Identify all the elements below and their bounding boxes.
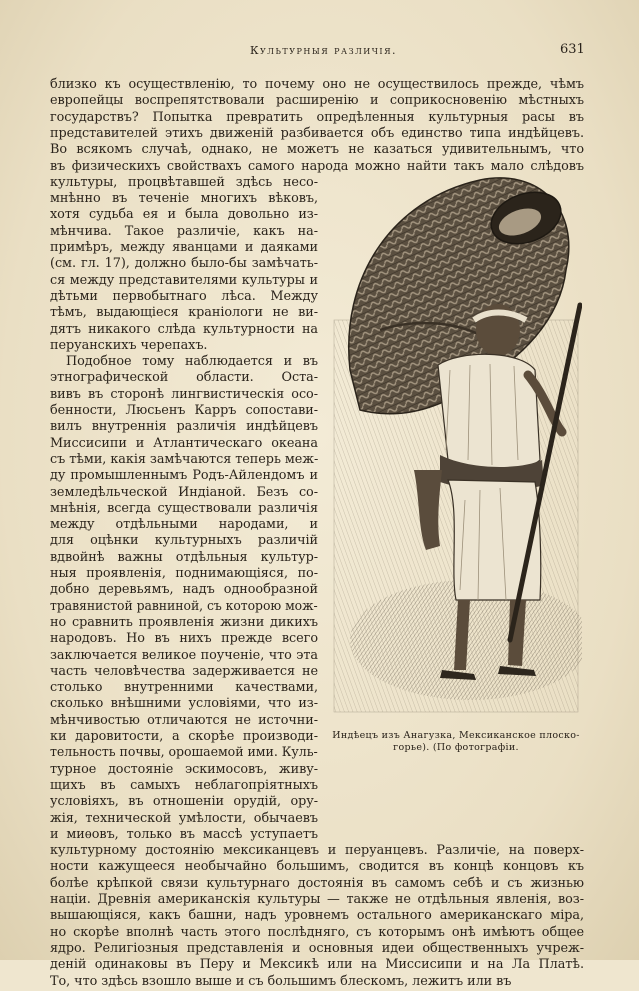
- text-line: народовъ. Но въ нихъ прежде всего: [50, 631, 318, 647]
- text-line: тельность почвы, орошаемой ими. Куль-: [50, 745, 318, 761]
- text-line: вдвойнѣ важны отдѣльныя культур-: [50, 549, 318, 565]
- text-line: хотя судьба ея и была довольно из-: [50, 207, 318, 223]
- running-head: [0, 44, 639, 60]
- caption-line-2: горье). (По фотографіи.: [393, 742, 519, 753]
- text-line: условіяхъ, въ отношеніи орудій, ору-: [50, 794, 318, 810]
- text-line: государствъ? Попытка превратить опредѣленныя культурныя расы въ: [50, 109, 584, 125]
- text-line: близко къ осуществленію, то почему оно не осуществилось прежде, чѣмъ: [50, 77, 584, 92]
- text-line: ки даровитости, а скорѣе производи-: [50, 729, 318, 744]
- text-line: тѣмъ, выдающіеся краніологи не ви-: [50, 305, 318, 321]
- text-line: дятъ никакого слѣда культурности на: [50, 321, 318, 337]
- engraving-indian-with-basket: [330, 170, 582, 722]
- text-line: европейцы воспрепятствовали расширенію и соприкосновенію мѣстныхъ: [50, 93, 584, 109]
- text-line: заключается великое поученіе, что эта: [50, 647, 318, 663]
- text-line: травянистой равниной, съ которою мож-: [50, 598, 318, 614]
- text-line: мѣнчива. Такое различіе, какъ на-: [50, 223, 318, 239]
- text-line: добно деревьямъ, надъ однообразной: [50, 582, 318, 598]
- text-line: болѣе крѣпкой связи культурнаго достоянія въ самомъ себѣ и съ жизнью: [50, 875, 584, 891]
- text-line: То, что здѣсь взошло выше и съ большимъ блескомъ, лежитъ или въ: [50, 973, 512, 989]
- text-line: вилъ внутреннія различія индѣйцевъ: [50, 419, 318, 435]
- text-line: мнѣнно въ теченіе многихъ вѣковъ,: [50, 191, 318, 207]
- text-line: столько внутренними качествами,: [50, 680, 318, 696]
- text-line: вышающіяся, какъ башни, надъ уровнемъ остального американскаго міра,: [50, 908, 584, 924]
- white-trousers: [448, 480, 541, 600]
- text-line: Во всякомъ случаѣ, однако, не можетъ не казаться удивительнымъ, что: [50, 142, 584, 158]
- text-line: (см. гл. 17), должно было-бы замѣчать-: [50, 256, 318, 272]
- text-line: ду промышленнымъ Родъ-Айлендомъ и: [50, 468, 318, 484]
- white-shirt: [438, 354, 540, 469]
- text-line: перуанскихъ черепахъ.: [50, 337, 208, 353]
- text-line: мѣнчивостью отличаются не источни-: [50, 712, 318, 728]
- caption-line-1: Индѣецъ изъ Анагузка, Мексиканское плоско-: [332, 730, 580, 741]
- text-line: турное достояніе эскимосовъ, живу-: [50, 761, 318, 777]
- text-line: жія, технической умѣлости, обычаевъ: [50, 810, 318, 826]
- text-line: націи. Древнія американскія культуры — также не отдѣльныя явленія, воз-: [50, 892, 584, 907]
- text-line: представителей этихъ движеній разбивается объ единство типа индѣйцевъ.: [50, 125, 584, 141]
- figure-caption: [330, 730, 582, 754]
- text-line: для оцѣнки культурныхъ различій: [50, 533, 318, 549]
- text-line: сколько внѣшними условіями, что из-: [50, 696, 318, 712]
- text-line: мнѣнія, всегда существовали различія: [50, 500, 318, 516]
- text-line: часть человѣчества задерживается не: [50, 663, 318, 679]
- text-line: ядро. Религіозныя представленія и основныя идеи общественныхъ учреж-: [50, 940, 584, 956]
- text-line: ныя проявленія, поднимающіяся, по-: [50, 566, 318, 581]
- text-line: въ физическихъ свойствахъ самого народа можно найти такъ мало слѣдовъ: [50, 158, 584, 174]
- text-line: дѣтьми первобытнаго лѣса. Между: [50, 288, 318, 304]
- text-line: съ тѣми, какія замѣчаются теперь меж-: [50, 451, 319, 467]
- text-line: Подобное тому наблюдается и въ: [66, 354, 318, 370]
- text-line: Миссисипи и Атлантическаго океана: [50, 435, 318, 451]
- text-line: ности кажущееся необычайно большимъ, сводится въ концѣ концовъ къ: [50, 859, 584, 875]
- text-line: деній одинаковы въ Перу и Мексикѣ или на Миссисипи и на Ла Платѣ.: [50, 957, 584, 973]
- text-line: культуры, процвѣтавшей здѣсь несо-: [50, 174, 318, 190]
- text-line: культурному достоянію мексиканцевъ и перуанцевъ. Различіе, на поверх-: [50, 843, 584, 859]
- text-line: и миѳовъ, только въ массѣ уступаетъ: [50, 826, 318, 842]
- running-title: Культурныя различія.: [250, 44, 398, 57]
- page-number: 631: [560, 42, 585, 57]
- text-line: вивъ въ сторонѣ лингвистическія осо-: [50, 386, 318, 402]
- text-line: но сравнить проявленія жизни дикихъ: [50, 614, 318, 630]
- text-line: этнографической области. Оста-: [50, 370, 318, 386]
- text-line: примѣръ, между яванцами и даяками: [50, 240, 318, 255]
- text-line: бенности, Люсьенъ Карръ сопостави-: [50, 403, 318, 418]
- text-line: но скорѣе вполнѣ часть этого послѣдняго, съ которымъ онѣ имѣютъ общее: [50, 924, 584, 940]
- text-line: земледѣльческой Индіаной. Безъ со-: [50, 484, 318, 500]
- text-line: ся между представителями культуры и: [50, 272, 318, 288]
- text-line: между отдѣльными народами, и: [50, 517, 318, 533]
- text-line: щихъ въ самыхъ неблагопріятныхъ: [50, 777, 318, 793]
